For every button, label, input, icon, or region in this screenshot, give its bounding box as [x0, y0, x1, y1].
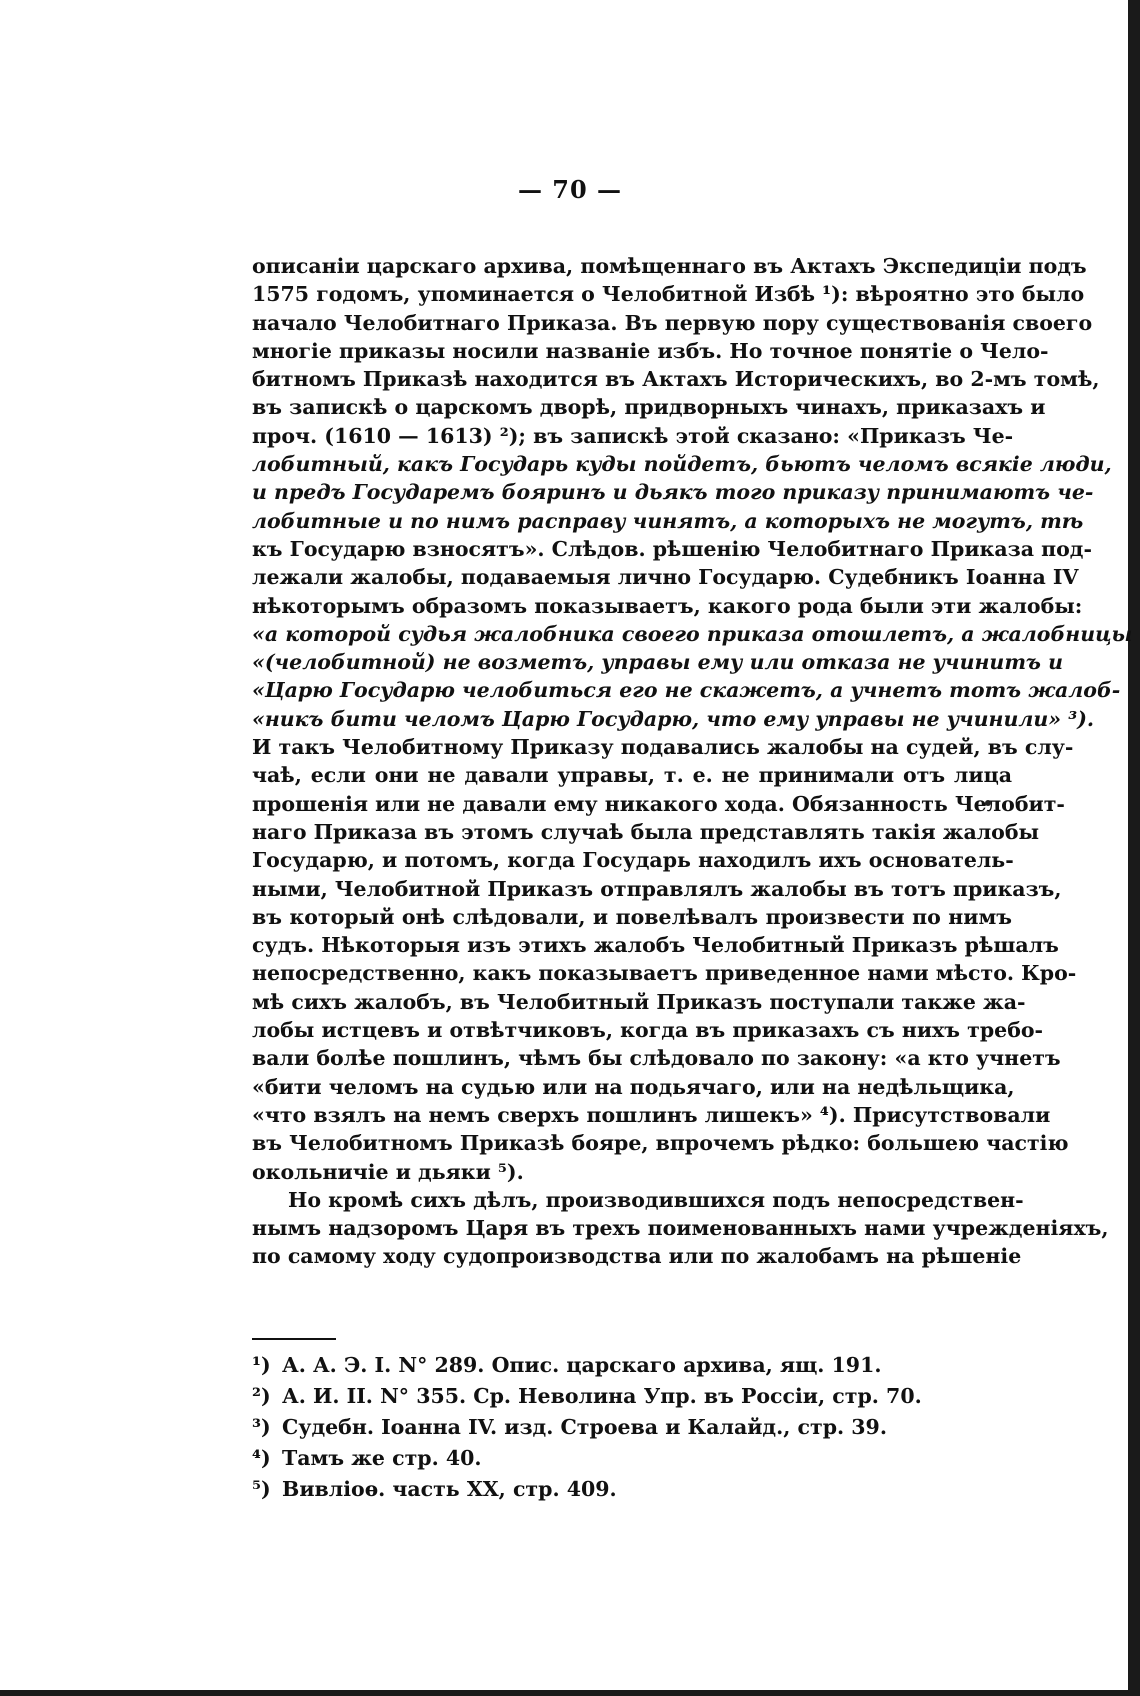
- body-text: [252, 252, 1133, 1271]
- footnote-text: А. А. Э. I. N° 289. Опис. царскаго архива, ящ. 191.: [282, 1353, 882, 1377]
- footnote-mark: ⁴): [252, 1446, 271, 1470]
- text-line-italic: [252, 648, 1063, 676]
- text-line: описаніи царскаго архива, помѣщеннаго въ Актахъ Экспедиціи подъ: [252, 254, 1087, 278]
- text-line: битномъ Приказѣ находится въ Актахъ Историческихъ, во 2-мъ томѣ,: [252, 367, 1100, 392]
- footnote-text: Вивліоѳ. часть XX, стр. 409.: [282, 1477, 617, 1501]
- footnote-mark: ²): [252, 1384, 271, 1408]
- text-line: Государю, и потомъ, когда Государь находилъ ихъ основатель-: [252, 848, 1014, 873]
- text-line-italic: [252, 705, 1095, 733]
- text-line: прошенія или не давали ему никакого хода. Обязанность Челобит-: [252, 791, 1065, 816]
- footnotes: [252, 1350, 1012, 1505]
- text-line: лежали жалобы, подаваемыя лично Государю. Судебникъ Іоанна IV: [252, 565, 1079, 590]
- footnote-mark: ⁵): [252, 1477, 271, 1501]
- footnote-mark: ³): [252, 1415, 271, 1439]
- text-line-italic: [252, 478, 1094, 506]
- text-line: нымъ надзоромъ Царя въ трехъ поименованныхъ нами учрежденіяхъ,: [252, 1216, 1109, 1241]
- footnote: [252, 1381, 1012, 1412]
- text-line: къ Государю взносятъ». Слѣдов. рѣшенію Челобитнаго Приказа под-: [252, 536, 1092, 561]
- text-line: нѣкоторымъ образомъ показываетъ, какого рода были эти жалобы:: [252, 593, 1083, 618]
- text-line: ными, Челобитной Приказъ отправлялъ жалобы въ тотъ приказъ,: [252, 876, 1062, 901]
- text-line: «бити челомъ на судью или на подьячаго, или на недѣльщика,: [252, 1074, 1015, 1099]
- text-line: И такъ Челобитному Приказу подавались жалобы на судей, въ слу-: [252, 735, 1074, 760]
- text-line: многіе приказы носили названіе избъ. Но точное понятіе о Чело-: [252, 338, 1049, 363]
- footnote-text: А. И. II. N° 355. Ср. Неволина Упр. въ Россіи, стр. 70.: [282, 1384, 922, 1408]
- footnote-divider: [252, 1338, 336, 1340]
- quote-text: лобитные и по нимъ расправу чинятъ, а которыхъ не могутъ, тѣ: [252, 508, 1084, 533]
- text-line: мѣ сихъ жалобъ, въ Челобитный Приказъ поступали также жа-: [252, 989, 1026, 1014]
- text-line: проч. (1610 — 1613) ²); въ запискѣ этой сказано: «Приказъ Че-: [252, 423, 1014, 448]
- text-line: начало Челобитнаго Приказа. Въ первую пору существованія своего: [252, 310, 1093, 335]
- footnote-mark: ¹): [252, 1353, 271, 1377]
- text-line: лобы истцевъ и отвѣтчиковъ, когда въ приказахъ съ нихъ требо-: [252, 1018, 1044, 1043]
- quote-text: «а которой судья жалобника своего приказа отошлетъ, а жалобницы: [252, 621, 1133, 646]
- page-edge-bottom: [0, 1690, 1140, 1696]
- text-line: въ запискѣ о царскомъ дворѣ, придворныхъ чинахъ, приказахъ и: [252, 395, 1046, 420]
- text-line: 1575 годомъ, упоминается о Челобитной Избѣ ¹): вѣроятно это было: [252, 282, 1085, 307]
- footnote: [252, 1412, 1012, 1443]
- text-line: окольничіе и дьяки ⁵).: [252, 1159, 524, 1184]
- text-line: вали болѣе пошлинъ, чѣмъ бы слѣдовало по закону: «а кто учнетъ: [252, 1046, 1061, 1071]
- text-line: по самому ходу судопроизводства или по жалобамъ на рѣшеніе: [252, 1244, 1022, 1269]
- text-line-italic: [252, 507, 1084, 535]
- quote-text: и предъ Государемъ бояринъ и дьякъ того приказу принимаютъ че-: [252, 480, 1094, 505]
- page-number: — 70 —: [517, 175, 623, 204]
- footnote-text: Тамъ же стр. 40.: [282, 1446, 482, 1470]
- text-line-italic: [252, 450, 1112, 478]
- text-line: въ Челобитномъ Приказѣ бояре, впрочемъ рѣдко: большею частію: [252, 1131, 1069, 1156]
- text-line: «что взялъ на немъ сверхъ пошлинъ лишекъ» ⁴). Присутствовали: [252, 1102, 1051, 1127]
- text-line-italic: [252, 676, 1121, 704]
- text-line: непосредственно, какъ показываетъ приведенное нами мѣсто. Кро-: [252, 961, 1077, 986]
- footnote-text: Судебн. Іоанна IV. изд. Строева и Калайд., стр. 39.: [282, 1415, 887, 1439]
- page-edge-right: [1128, 0, 1140, 1696]
- text-line: Но кромѣ сихъ дѣлъ, производившихся подъ непосредствен-: [288, 1187, 1024, 1212]
- text-line: наго Приказа въ этомъ случаѣ была представлять такія жалобы: [252, 819, 1040, 844]
- quote-text: «(челобитной) не возметъ, управы ему или отказа не учинитъ и: [252, 650, 1063, 675]
- quote-text: «Царю Государю челобиться его не скажетъ, а учнетъ тотъ жалоб-: [252, 678, 1121, 703]
- quote-text: лобитный, какъ Государь куды пойдетъ, бьютъ челомъ всякіе люди,: [252, 452, 1112, 477]
- text-line: судъ. Нѣкоторыя изъ этихъ жалобъ Челобитный Приказъ рѣшалъ: [252, 933, 1059, 958]
- footnote: [252, 1474, 1012, 1505]
- text-line-italic: [252, 620, 1133, 648]
- footnote: [252, 1350, 1012, 1381]
- quote-text: «никъ бити челомъ Царю Государю, что ему управы не учинили» ³).: [252, 706, 1095, 731]
- footnote: [252, 1443, 1012, 1474]
- text-line: чаѣ, если они не давали управы, т. е. не принимали отъ лица: [252, 763, 1012, 788]
- text-line: въ который онѣ слѣдовали, и повелѣвалъ произвести по нимъ: [252, 904, 1012, 929]
